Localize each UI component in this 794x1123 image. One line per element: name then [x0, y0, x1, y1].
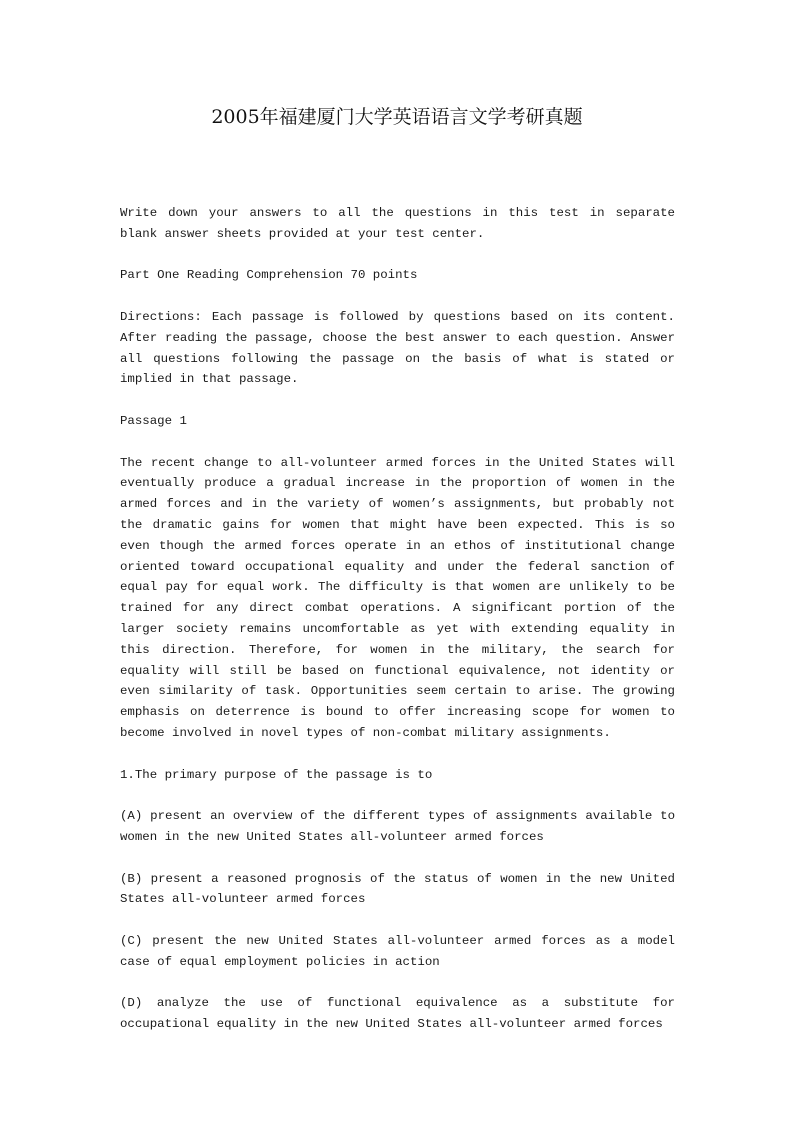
- directions-paragraph: Directions: Each passage is followed by questions based on its content. After reading the passage, choose the best answer to each question. Answer all questions following the passage on the basis of what is stated or implied in that passage.: [120, 309, 675, 387]
- option-b: (B) present a reasoned prognosis of the status of women in the new United States all-volunteer armed forces: [120, 871, 675, 907]
- question-stem: 1.The primary purpose of the passage is to: [120, 767, 433, 782]
- option-c: (C) present the new United States all-volunteer armed forces as a model case of equal employment policies in action: [120, 933, 675, 969]
- option-d: (D) analyze the use of functional equivalence as a substitute for occupational equality in the new United States all-volunteer armed forces: [120, 996, 675, 1032]
- passage-paragraph: The recent change to all-volunteer armed forces in the United States will eventually produce a gradual increase in the proportion of women in the armed forces and in the variety of women’s assignments, but probably not the dramatic gains for women that might have been expected. This is so even though the armed forces operate in an ethos of institutional change oriented toward occupational equality and under the federal sanction of equal pay for equal work. The difficulty is that women are unlikely to be trained for any direct combat operations. A significant portion of the larger society remains uncomfortable as yet with extending equality in this direction. Therefore, for women in the military, the search for equality will still be based on functional equivalence, not identity or even similarity of task. Opportunities seem certain to arise. The growing emphasis on deterrence is bound to offer increasing scope for women to become involved in novel types of non-combat military assignments.: [120, 455, 675, 740]
- document-title: 2005年福建厦门大学英语语言文学考研真题: [211, 106, 583, 128]
- option-a: (A) present an overview of the different types of assignments available to women in the new United States all-volunteer armed forces: [120, 809, 675, 844]
- part-heading: Part One Reading Comprehension 70 points: [120, 268, 418, 283]
- instructions-paragraph: Write down your answers to all the questions in this test in separate blank answer sheets provided at your test center.: [120, 206, 675, 241]
- passage-heading: Passage 1: [120, 413, 187, 428]
- document-body: [120, 203, 675, 1056]
